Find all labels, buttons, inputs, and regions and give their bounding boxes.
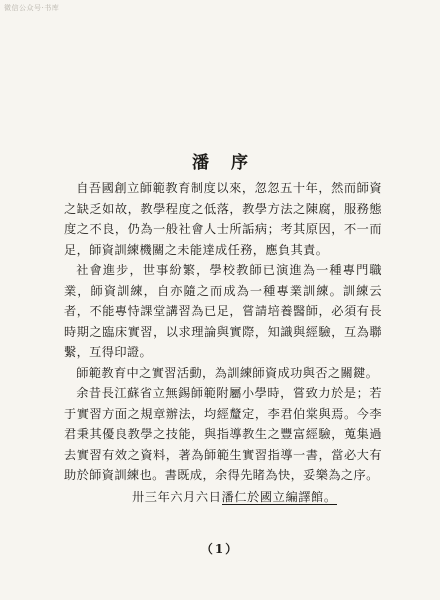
watermark: 微信公众号·书库 (4, 4, 60, 12)
signature-location: 於國立編譯館。 (247, 490, 337, 504)
signature-author: 潘仁 (221, 490, 248, 504)
paragraph-4: 余昔長江蘇省立無錫師範附屬小學時，嘗致力於是；若于實習方面之規章辦法，均經釐定，李君伯棠與焉。今李君秉其優良教學之技能，與指導教生之豐富經驗，蒐集過去實習有效之資料，著為師範生實習指導一書，當必大有助於師資訓練也。書既成，余得先睹為快，妥樂為之序。 (64, 386, 382, 482)
signature-line (132, 488, 392, 505)
preface-body (64, 178, 382, 486)
signature-date: 卅三年六月六日 (132, 490, 222, 504)
page-number: （1） (200, 542, 240, 556)
paragraph-1: 自吾國創立師範教育制度以來，忽忽五十年，然而師資之缺乏如故，教學程度之低落，教學方法之陳腐，服務態度之不良，仍為一般社會人士所詬病；考其原因，不一而足，師資訓練機關之未能達成任務，應負其責。 (64, 181, 382, 257)
paragraph-2: 社會進步，世事紛繁，學校教師已演進為一種專門職業，師資訓練，自亦隨之而成為一種專業訓練。訓練云者，不能專恃課堂講習為已足，嘗請培養醫師，必須有長時期之臨床實習，以求理論與實際，知識與經驗，互為聯繫，互得印證。 (64, 263, 382, 359)
paragraph-3: 師範教育中之實習活動，為訓練師資成功與否之關鍵。 (76, 365, 379, 380)
page-title: 潘序 (192, 153, 270, 173)
